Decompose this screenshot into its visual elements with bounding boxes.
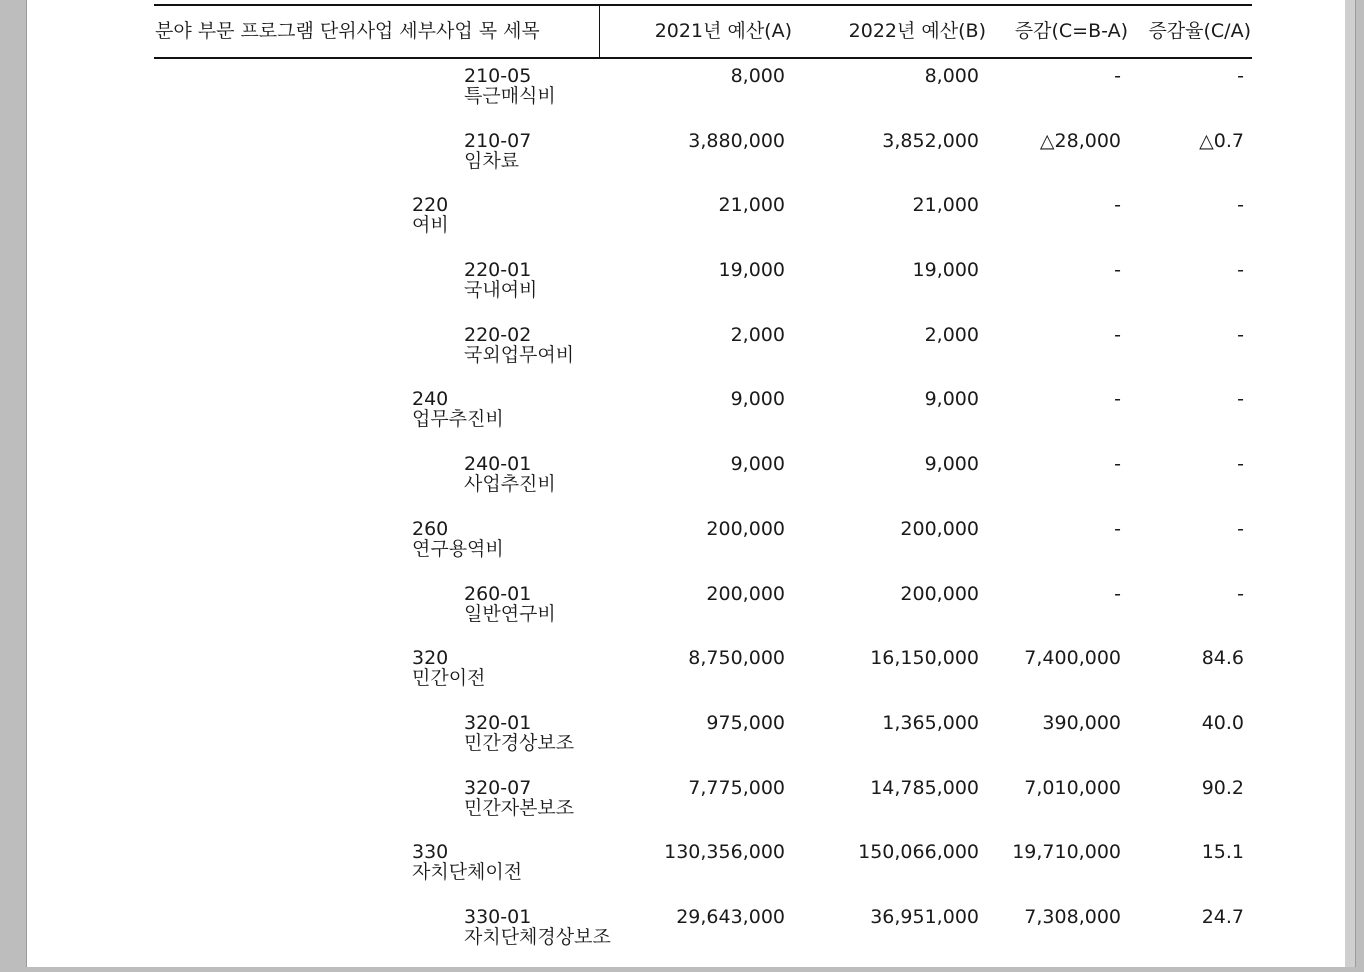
cell-change-rate: 90.2 (1201, 776, 1244, 799)
header-level-bumun: 부문 (197, 20, 235, 42)
table-row (154, 648, 1252, 713)
cell-budget-2021: 200,000 (706, 582, 785, 605)
cell-change-rate: - (1237, 517, 1244, 540)
cell-budget-2021: 130,356,000 (664, 841, 785, 864)
cell-change-rate: 40.0 (1201, 711, 1244, 734)
cell-budget-2022: 9,000 (924, 453, 979, 476)
cell-change-rate: - (1237, 582, 1244, 605)
row-code: 320-01 (464, 711, 532, 734)
cell-budget-2022: 36,951,000 (870, 905, 979, 928)
header-level-columns (155, 6, 595, 57)
cell-change: - (1114, 388, 1121, 411)
header-level-danwi: 단위사업 (319, 20, 394, 42)
row-name: 여비 (412, 214, 449, 237)
cell-budget-2021: 9,000 (730, 388, 785, 411)
table-row (154, 131, 1252, 196)
row-name: 민간경상보조 (464, 731, 575, 754)
cell-budget-2022: 14,785,000 (870, 776, 979, 799)
cell-change-rate: - (1237, 388, 1244, 411)
cell-budget-2022: 2,000 (924, 323, 979, 346)
row-item (464, 713, 574, 753)
row-name: 일반연구비 (464, 602, 556, 625)
row-item (412, 519, 504, 559)
row-code: 330 (412, 841, 449, 864)
cell-change: - (1114, 194, 1121, 217)
row-name: 민간이전 (412, 667, 486, 690)
cell-budget-2021: 200,000 (706, 517, 785, 540)
row-item (412, 648, 485, 688)
row-item (464, 131, 531, 171)
cell-budget-2022: 200,000 (900, 517, 979, 540)
cell-change-rate: △0.7 (1199, 129, 1244, 152)
cell-change: 7,400,000 (1024, 647, 1121, 670)
row-item (412, 195, 449, 235)
row-code: 240 (412, 388, 449, 411)
cell-change: 7,308,000 (1024, 905, 1121, 928)
cell-change-rate: - (1237, 453, 1244, 476)
cell-budget-2022: 3,852,000 (882, 129, 979, 152)
row-code: 220-02 (464, 323, 532, 346)
cell-change-rate: 15.1 (1201, 841, 1244, 864)
row-code: 320-07 (464, 776, 532, 799)
header-level-program: 프로그램 (240, 20, 314, 42)
table-row (154, 842, 1252, 907)
header-budget-2021: 2021년 예산(A) (654, 20, 792, 42)
row-code: 220-01 (464, 259, 532, 282)
cell-change-rate: - (1237, 259, 1244, 282)
row-code: 260-01 (464, 582, 532, 605)
document-page (26, 0, 1356, 967)
row-name: 임차료 (464, 149, 520, 172)
cell-budget-2022: 1,365,000 (882, 711, 979, 734)
table-row (154, 66, 1252, 131)
row-code: 320 (412, 647, 449, 670)
table-body (154, 66, 1252, 972)
row-name: 민간자본보조 (464, 796, 575, 819)
row-item (464, 260, 537, 300)
header-level-sebu: 세부사업 (399, 20, 473, 42)
cell-budget-2021: 29,643,000 (676, 905, 785, 928)
row-name: 국외업무여비 (464, 343, 575, 366)
cell-budget-2022: 21,000 (912, 194, 979, 217)
cell-budget-2022: 8,000 (924, 65, 979, 87)
cell-budget-2021: 3,880,000 (688, 129, 785, 152)
header-level-semok: 세목 (503, 20, 540, 42)
row-item (464, 325, 574, 365)
row-name: 자치단체경상보조 (464, 925, 611, 948)
cell-change-rate: - (1237, 323, 1244, 346)
cell-change-rate: 84.6 (1201, 647, 1244, 670)
row-code: 210-05 (464, 65, 532, 87)
table-header (154, 4, 1252, 59)
row-code: 210-07 (464, 129, 532, 152)
row-item (464, 584, 556, 624)
cell-change: - (1114, 323, 1121, 346)
cell-change: - (1114, 582, 1121, 605)
cell-change: 19,710,000 (1012, 841, 1121, 864)
cell-budget-2022: 19,000 (912, 259, 979, 282)
row-code: 240-01 (464, 453, 532, 476)
cell-budget-2021: 8,750,000 (688, 647, 785, 670)
table-row (154, 325, 1252, 390)
cell-change: 7,010,000 (1024, 776, 1121, 799)
cell-change: - (1114, 453, 1121, 476)
cell-change: - (1114, 517, 1121, 540)
row-name: 업무추진비 (412, 408, 504, 431)
cell-budget-2022: 9,000 (924, 388, 979, 411)
row-name: 국내여비 (464, 279, 538, 302)
row-item (464, 907, 611, 947)
cell-budget-2021: 21,000 (718, 194, 785, 217)
header-level-bunya: 분야 (155, 20, 192, 42)
table-row (154, 389, 1252, 454)
header-level-mok: 목 (478, 20, 498, 42)
page-edge (1345, 0, 1355, 967)
cell-change-rate: - (1237, 194, 1244, 217)
row-name: 특근매식비 (464, 85, 556, 107)
row-code: 330-01 (464, 905, 532, 928)
row-item (412, 389, 504, 429)
cell-budget-2021: 9,000 (730, 453, 785, 476)
cell-budget-2021: 975,000 (706, 711, 785, 734)
row-item (464, 778, 574, 818)
cell-change: - (1114, 259, 1121, 282)
table-row (154, 454, 1252, 519)
header-budget-2022: 2022년 예산(B) (848, 20, 986, 42)
cell-budget-2021: 2,000 (730, 323, 785, 346)
cell-budget-2022: 150,066,000 (858, 841, 979, 864)
cell-change: △28,000 (1039, 129, 1121, 152)
row-name: 자치단체이전 (412, 861, 523, 884)
row-name: 사업추진비 (464, 473, 556, 496)
row-code: 220 (412, 194, 449, 217)
table-row (154, 907, 1252, 972)
table-row (154, 195, 1252, 260)
cell-change: 390,000 (1042, 711, 1121, 734)
cell-change-rate: - (1237, 65, 1244, 87)
cell-budget-2021: 19,000 (718, 259, 785, 282)
header-change-rate: 증감율(C/A) (1148, 20, 1251, 42)
cell-change: - (1114, 65, 1121, 87)
row-item (464, 454, 556, 494)
cell-change-rate: 24.7 (1201, 905, 1244, 928)
row-name: 연구용역비 (412, 537, 504, 560)
cell-budget-2021: 7,775,000 (688, 776, 785, 799)
row-item (412, 842, 522, 882)
table-row (154, 260, 1252, 325)
cell-budget-2021: 8,000 (730, 65, 785, 87)
table-row (154, 778, 1252, 843)
cell-budget-2022: 200,000 (900, 582, 979, 605)
header-change: 증감(C=B-A) (1014, 20, 1128, 42)
row-code: 260 (412, 517, 449, 540)
table-row (154, 519, 1252, 584)
table-row (154, 713, 1252, 778)
table-row (154, 584, 1252, 649)
row-item (464, 66, 556, 106)
cell-budget-2022: 16,150,000 (870, 647, 979, 670)
